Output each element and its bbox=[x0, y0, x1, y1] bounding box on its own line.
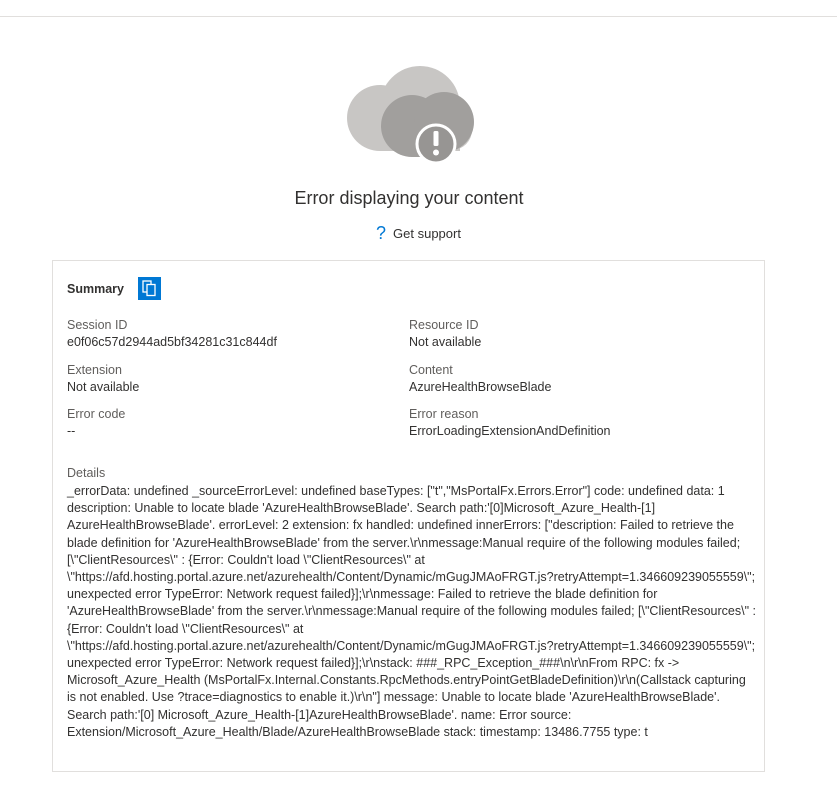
error-reason-field bbox=[409, 406, 611, 440]
question-icon: ? bbox=[376, 223, 387, 243]
support-row bbox=[0, 224, 837, 242]
error-code-label: Error code bbox=[67, 407, 126, 421]
error-summary-panel bbox=[52, 260, 765, 772]
error-reason-label: Error reason bbox=[409, 407, 479, 421]
session-id-field bbox=[67, 317, 277, 351]
session-id-label: Session ID bbox=[67, 318, 128, 332]
session-id-value: e0f06c57d2944ad5bf34281c31c844df bbox=[67, 335, 277, 349]
header-divider bbox=[0, 16, 837, 17]
page-title: Error displaying your content bbox=[294, 188, 524, 208]
resource-id-label: Resource ID bbox=[409, 318, 479, 332]
content-field bbox=[409, 362, 551, 396]
cloud-error-icon bbox=[340, 60, 480, 164]
extension-field bbox=[67, 362, 139, 396]
details-text: _errorData: undefined _sourceErrorLevel: undefined baseTypes: ["t","MsPortalFx.Errors.Error"] code: undefined data: 1 description: Unable to locate blade 'AzureHealthBrowseBlade'. Search path:'[0]Microsoft_Azure_Health-[1] AzureHealthBrowseBlade'. errorLevel: 2 extension: fx handled: undefined innerErrors: ["description: Failed to retrieve the blade definition for 'AzureHealthBrowseBlade' from the server.\r\nmessage:Manual require of the following modules failed; [\"ClientResources\" : {Error: Couldn't load \"ClientResources\" at \"https://afd.hosting.portal.azure.net/azurehealth/Content/Dynamic/mGugJMAoFRGT.js?retryAttempt=1.346609239055559\"; unexpected error TypeError: Network request failed}];\r\nmessage: Failed to retrieve the blade definition for 'AzureHealthBrowseBlade' from the server.\r\nmessage:Manual require of the following modules failed; [\"ClientResources\" : {Error: Couldn't load \"ClientResources\" at \"https://afd.hosting.portal.azure.net/azurehealth/Content/Dynamic/mGugJMAoFRGT.js?retryAttempt=1.346609239055559\"; unexpected error TypeError: Network request failed}];\r\nstack: ###_RPC_Exception_###\n\r\nFrom RPC: fx -> Microsoft_Azure_Health (MsPortalFx.Internal.Constants.RpcMethods.entryPointGetBladeDefinition)\r\n(Callstack capturing is not enabled. Use ?trace=diagnostics to enable it.)\r\n"] message: Unable to locate blade 'AzureHealthBrowseBlade'. Search path:'[0] Microsoft_Azure_Health-[1]AzureHealthBrowseBlade'. name: Error source: Extension/Microsoft_Azure_Health/Blade/AzureHealthBrowseBlade stack: timestamp: 13486.7755 type: t bbox=[67, 484, 756, 739]
error-code-field bbox=[67, 406, 125, 440]
get-support-label: Get support bbox=[393, 225, 461, 241]
resource-id-field bbox=[409, 317, 481, 351]
error-reason-value: ErrorLoadingExtensionAndDefinition bbox=[409, 424, 611, 438]
extension-value: Not available bbox=[67, 380, 140, 394]
details-label: Details bbox=[67, 466, 106, 480]
get-support-link[interactable] bbox=[376, 224, 461, 242]
resource-id-value: Not available bbox=[409, 335, 482, 349]
copy-button[interactable] bbox=[138, 277, 161, 300]
copy-icon bbox=[142, 280, 157, 297]
content-label: Content bbox=[409, 363, 453, 377]
error-code-value: -- bbox=[67, 424, 76, 438]
summary-header bbox=[67, 277, 161, 300]
extension-label: Extension bbox=[67, 363, 122, 377]
content-value: AzureHealthBrowseBlade bbox=[409, 380, 552, 394]
summary-label: Summary bbox=[67, 281, 124, 296]
